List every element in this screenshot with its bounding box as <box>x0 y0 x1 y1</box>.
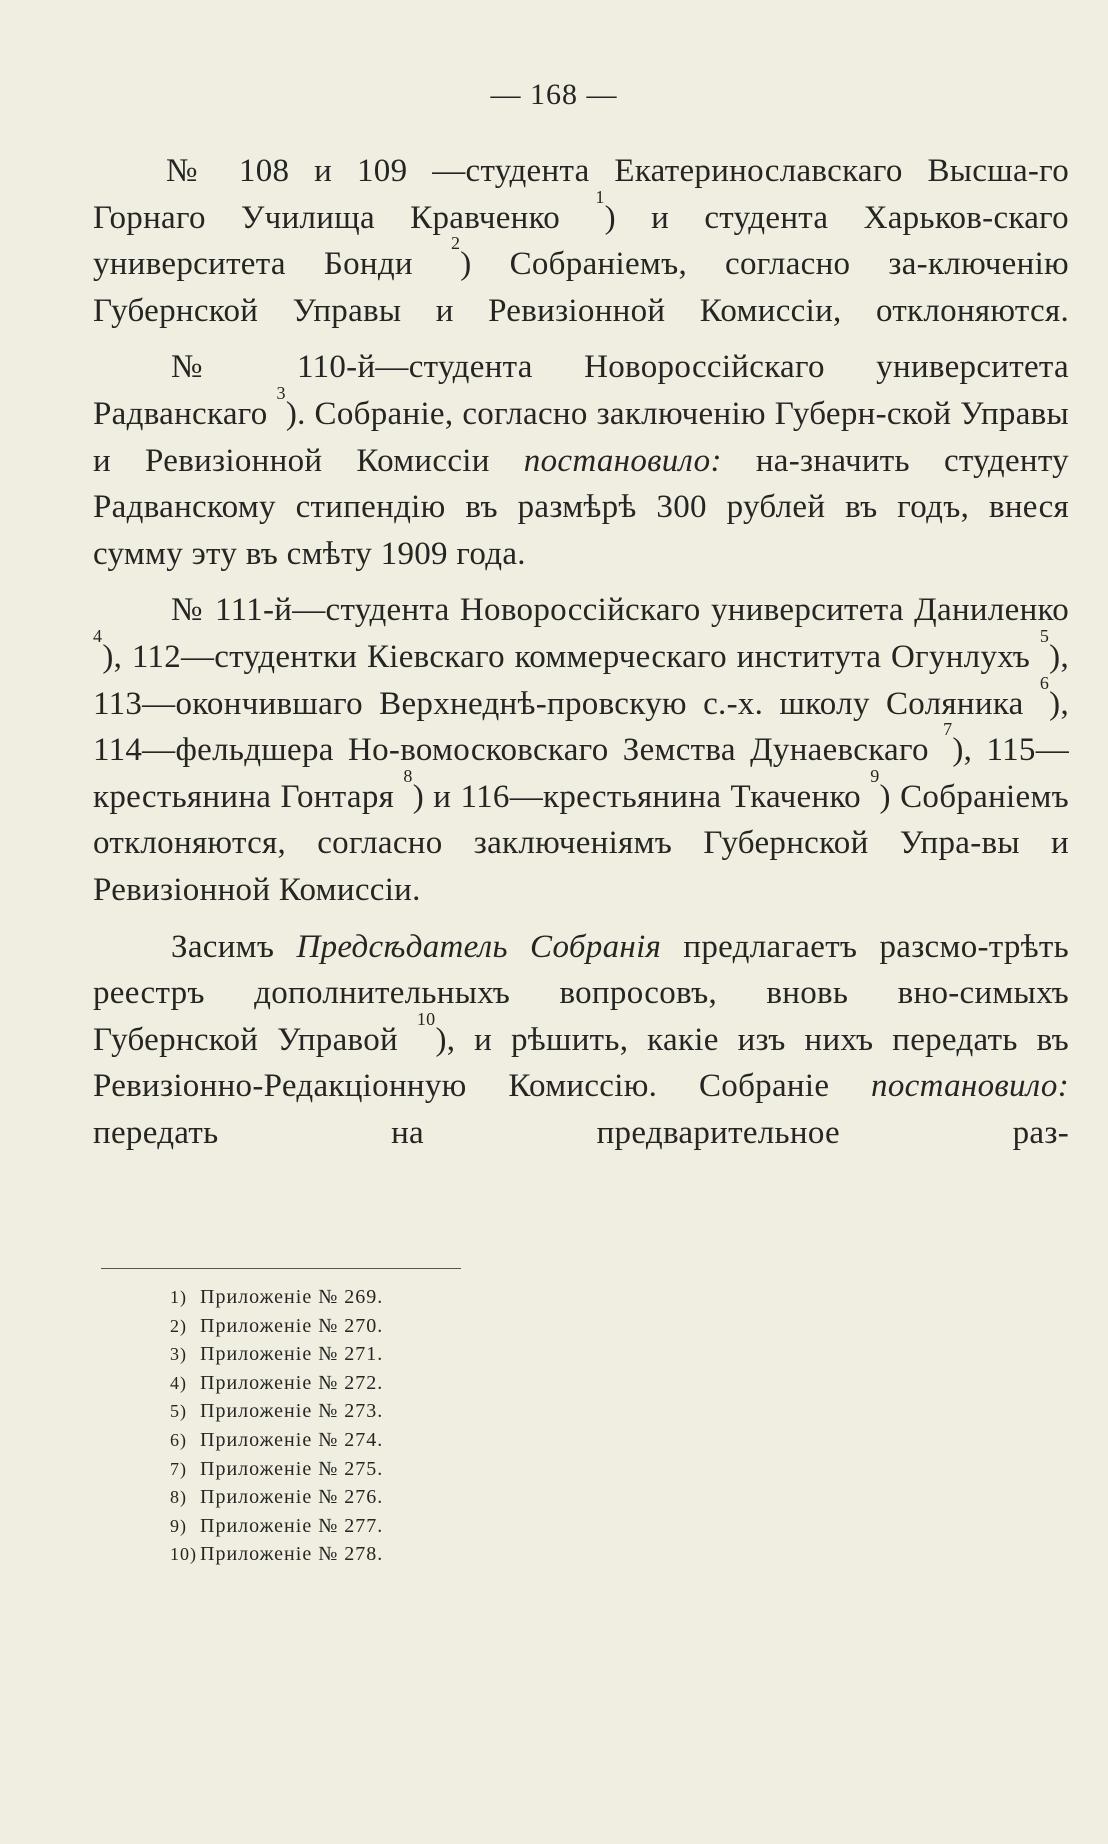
footnotes <box>170 1283 670 1569</box>
footnote-text: Приложеніе № 278. <box>200 1543 384 1566</box>
footnote <box>170 1455 670 1484</box>
footnote-text: Приложеніе № 276. <box>200 1486 384 1509</box>
footnote <box>170 1312 670 1341</box>
footnote-mark: 9) <box>170 1515 187 1536</box>
paragraph-1-text-b: ) и студента Харьков-скаго университета Бонди <box>93 199 1069 283</box>
footnote-ref-9: 9 <box>870 765 880 786</box>
footnote-text: Приложеніе № 274. <box>200 1428 384 1451</box>
footnote <box>170 1483 670 1512</box>
footnote-divider <box>101 1268 461 1269</box>
footnote <box>170 1426 670 1455</box>
footnote-text: Приложеніе № 269. <box>200 1286 384 1308</box>
footnote-mark: 4) <box>170 1372 187 1393</box>
body-text <box>93 148 1069 1166</box>
footnote <box>170 1369 670 1398</box>
paragraph-2-text-c: на-значить студенту Радванскому стипендію въ размѣрѣ 300 рублей въ годъ, внеся сумму эту въ смѣту 1909 года. <box>93 442 1069 572</box>
footnote-mark: 10) <box>170 1544 197 1565</box>
paragraph-4-text-b: предлагаетъ разсмо-трѣть реестръ дополнительныхъ вопросовъ, вновь вно-симыхъ Губернской Управой <box>93 928 1069 1058</box>
footnote-ref-3: 3 <box>276 382 286 403</box>
footnote-mark: 2) <box>170 1315 187 1336</box>
footnote-mark: 7) <box>170 1458 187 1479</box>
paragraph-3-text-f: ) и 116—крестьянина Ткаченко <box>412 778 871 815</box>
footnote-text: Приложеніе № 271. <box>200 1343 384 1366</box>
footnote-mark: 5) <box>170 1401 187 1422</box>
paragraph-1 <box>93 148 1069 334</box>
footnote-ref-2: 2 <box>450 233 461 254</box>
paragraph-3-text-b: ), 112—студентки Кіевскаго коммерческаго института Огунлухъ <box>102 638 1040 675</box>
footnote-ref-8: 8 <box>403 765 413 786</box>
paragraph-4 <box>93 924 1069 1157</box>
footnote <box>170 1512 670 1541</box>
paragraph-3 <box>93 587 1069 913</box>
footnote <box>170 1283 670 1312</box>
page-number: — 168 — <box>490 78 618 111</box>
paragraph-2-emphasis: постановило: <box>523 442 722 479</box>
footnote-text: Приложеніе № 275. <box>200 1457 384 1480</box>
footnote-mark: 1) <box>170 1287 187 1307</box>
paragraph-4-emphasis-1: Предсѣдатель Собранія <box>296 928 662 965</box>
paragraph-3-text-g: ) Собраніемъ отклоняются, согласно заключеніямъ Губернской Упра-вы и Ревизіонной Комиссіи. <box>93 778 1069 908</box>
footnote <box>170 1340 670 1369</box>
paragraph-1-text-c: ) Собраніемъ, согласно за-ключенію Губернской Управы и Ревизіонной Комиссіи, отклоняются. <box>93 246 1069 329</box>
footnote-ref-7: 7 <box>943 719 953 740</box>
footnote-ref-1: 1 <box>595 186 605 207</box>
paragraph-2-text-b: ). Собраніе, согласно заключенію Губерн-ской Управы и Ревизіонной Комиссіи <box>93 395 1070 479</box>
footnote-mark: 3) <box>170 1344 187 1365</box>
footnote-text: Приложеніе № 277. <box>200 1514 384 1537</box>
paragraph-3-text-e: ), 115—крестьянина Гонтаря <box>93 732 1069 815</box>
footnote-mark: 6) <box>170 1429 187 1450</box>
footnote-ref-5: 5 <box>1039 625 1050 646</box>
footnote <box>170 1540 670 1569</box>
footnote-text: Приложеніе № 270. <box>200 1314 384 1337</box>
paragraph-2 <box>93 344 1069 577</box>
paragraph-3-text-c: ), 113—окончившаго Верхнеднѣ-провскую с.-х. школу Соляника <box>93 638 1069 722</box>
paragraph-2-text-a: № 110-й—студента Новороссійскаго университета Радванскаго <box>93 349 1069 432</box>
footnote-ref-10: 10 <box>416 1008 436 1029</box>
paragraph-1-text-a: № 108 и 109 —студента Екатеринославскаго Высша-го Горнаго Училища Кравченко <box>93 153 1069 236</box>
footnote-ref-4: 4 <box>93 625 103 646</box>
paragraph-3-text-a: № 111-й—студента Новороссійскаго университета Даниленко <box>171 592 1069 629</box>
footnote <box>170 1397 670 1426</box>
paragraph-4-emphasis-2: постановило: <box>871 1068 1069 1105</box>
paragraph-3-text-d: ), 114—фельдшера Но-вомосковскаго Земства Дунаевскаго <box>93 685 1069 769</box>
footnote-ref-6: 6 <box>1039 672 1050 693</box>
footnote-text: Приложеніе № 273. <box>200 1400 384 1423</box>
paragraph-4-text-d: передать на предварительное раз- <box>93 1114 1069 1151</box>
paragraph-4-text-a: Засимъ <box>171 928 297 965</box>
footnote-mark: 8) <box>170 1487 187 1508</box>
footnote-text: Приложеніе № 272. <box>200 1371 384 1394</box>
paragraph-4-text-c: ), и рѣшить, какіе изъ нихъ передать въ Ревизіонно-Редакціонную Комиссію. Собраніе <box>93 1021 1069 1105</box>
